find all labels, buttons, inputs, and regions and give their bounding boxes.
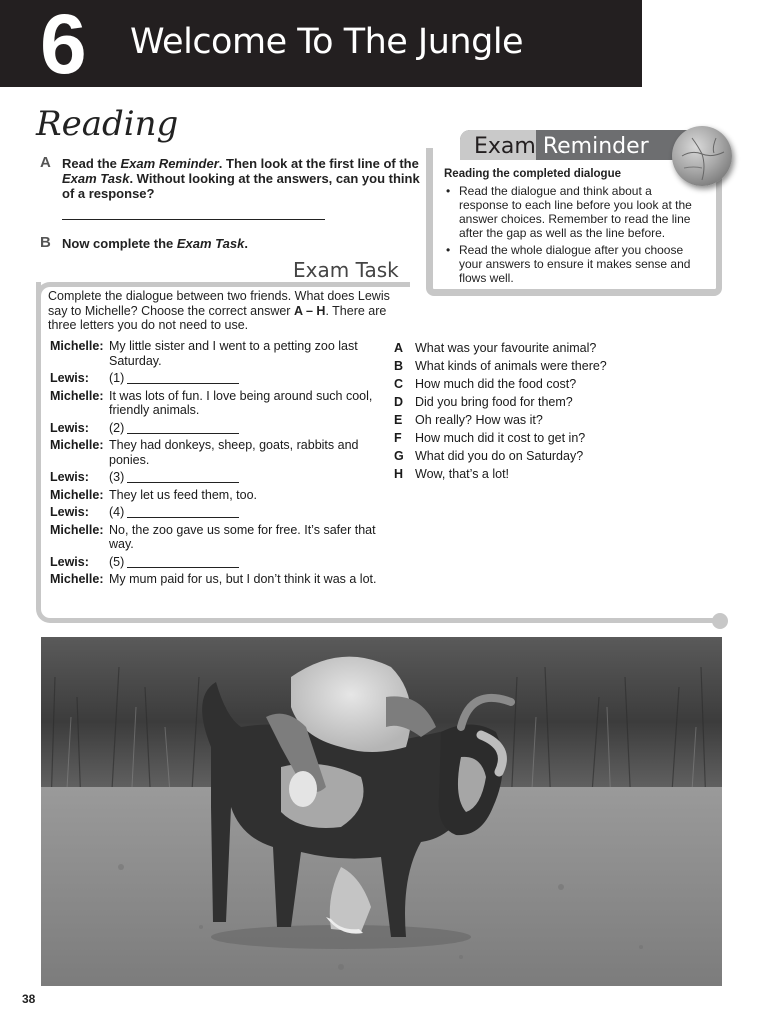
dialogue-line [50, 572, 380, 587]
task-a [40, 156, 420, 201]
dialogue-line [50, 339, 380, 368]
option-text: Did you bring food for them? [415, 395, 573, 409]
option-letter: B [394, 359, 404, 373]
answer-option [394, 429, 654, 447]
exam-task-label: Exam Task [293, 258, 399, 282]
task-a-answer-line[interactable] [62, 219, 325, 220]
dialogue-line [50, 421, 380, 436]
photo-girl-hugging-goat [41, 637, 722, 986]
option-text: What did you do on Saturday? [415, 449, 584, 463]
answer-option [394, 375, 654, 393]
speaker: Michelle: [50, 388, 104, 403]
exam-reminder-content [444, 167, 704, 288]
answer-option [394, 393, 654, 411]
gap-number: (2) [109, 420, 125, 435]
option-letter: C [394, 377, 404, 391]
gap-3-answer-line[interactable] [127, 482, 239, 483]
exam-reminder-title: Exam Reminder [474, 134, 649, 159]
section-heading: Reading [36, 104, 179, 144]
task-b-letter: B [40, 234, 51, 251]
option-letter: H [394, 467, 404, 481]
dialogue [50, 339, 380, 590]
option-letter: G [394, 449, 404, 463]
gap-number: (3) [109, 470, 125, 484]
exam-task-instructions: Complete the dialogue between two friends. What does Lewis say to Michelle? Choose the correct answer A – H. There are three letters you do not need to use. [48, 289, 390, 332]
dialogue-line [50, 389, 380, 418]
option-letter: E [394, 413, 403, 427]
dialogue-line [50, 371, 380, 386]
answer-option [394, 447, 654, 465]
answer-options [394, 339, 654, 483]
answer-option [394, 465, 654, 483]
dialogue-text: They let us feed them, too. [109, 487, 257, 502]
dialogue-text: No, the zoo gave us some for free. It’s safer that way. [109, 522, 376, 551]
option-letter: F [394, 431, 402, 445]
task-a-text: Read the Exam Reminder. Then look at the first line of the Exam Task. Without looking at the answers, can you think of a response? [62, 156, 420, 201]
dialogue-line [50, 523, 380, 552]
speaker: Michelle: [50, 572, 104, 586]
option-text: How much did the food cost? [415, 377, 577, 391]
answer-option [394, 339, 654, 357]
gap-number: (4) [109, 505, 125, 519]
gap-number: (5) [109, 554, 125, 569]
task-b-text: Now complete the Exam Task. [62, 236, 248, 251]
dialogue-line [50, 505, 380, 520]
speaker: Lewis: [50, 554, 89, 569]
exam-reminder-list [444, 184, 704, 285]
option-letter: A [394, 341, 404, 355]
speaker: Lewis: [50, 420, 89, 435]
speaker: Lewis: [50, 505, 89, 519]
speaker: Lewis: [50, 470, 89, 484]
exam-reminder-bullet: • Read the dialogue and think about a response to each line before you look at the answer choices. Remember to read the line after the gap as well as the line before. [444, 184, 704, 240]
speaker: Michelle: [50, 339, 104, 353]
option-text: How much did it cost to get in? [415, 431, 586, 445]
dialogue-line [50, 488, 380, 503]
dialogue-text: They had donkeys, sheep, goats, rabbits and ponies. [109, 438, 359, 467]
gap-1-answer-line[interactable] [127, 383, 239, 384]
dialogue-line [50, 470, 380, 485]
unit-banner [0, 0, 642, 91]
unit-title: Welcome To The Jungle [130, 22, 524, 62]
gap-4-answer-line[interactable] [127, 517, 239, 518]
photo-illustration [41, 637, 722, 986]
option-letter: D [394, 395, 404, 409]
answer-option [394, 411, 654, 429]
speaker: Michelle: [50, 487, 104, 502]
exam-task-frame-dot [712, 613, 728, 629]
dialogue-line [50, 555, 380, 570]
task-b [40, 236, 420, 251]
dialogue-text: It was lots of fun. I love being around such cool, friendly animals. [109, 388, 373, 417]
gap-5-answer-line[interactable] [127, 567, 239, 568]
exam-reminder-box [426, 130, 724, 298]
speaker: Lewis: [50, 371, 89, 385]
exam-reminder-bullet: • Read the whole dialogue after you choose your answers to ensure it makes sense and flows well. [444, 243, 704, 285]
dialogue-line [50, 438, 380, 467]
speaker: Michelle: [50, 438, 104, 452]
task-a-letter: A [40, 154, 51, 171]
answer-option [394, 357, 654, 375]
option-text: Oh really? How was it? [415, 413, 543, 427]
dialogue-text: My mum paid for us, but I don’t think it was a lot. [109, 572, 377, 586]
exam-reminder-subheading: Reading the completed dialogue [444, 168, 621, 180]
option-text: What was your favourite animal? [415, 341, 597, 355]
option-text: What kinds of animals were there? [415, 359, 607, 373]
page-number: 38 [22, 992, 36, 1006]
dialogue-text: My little sister and I went to a petting zoo last Saturday. [109, 339, 358, 368]
speaker: Michelle: [50, 522, 104, 537]
gap-2-answer-line[interactable] [127, 433, 239, 434]
unit-number: 6 [40, 0, 85, 91]
option-text: Wow, that’s a lot! [415, 467, 510, 481]
gap-number: (1) [109, 371, 125, 385]
